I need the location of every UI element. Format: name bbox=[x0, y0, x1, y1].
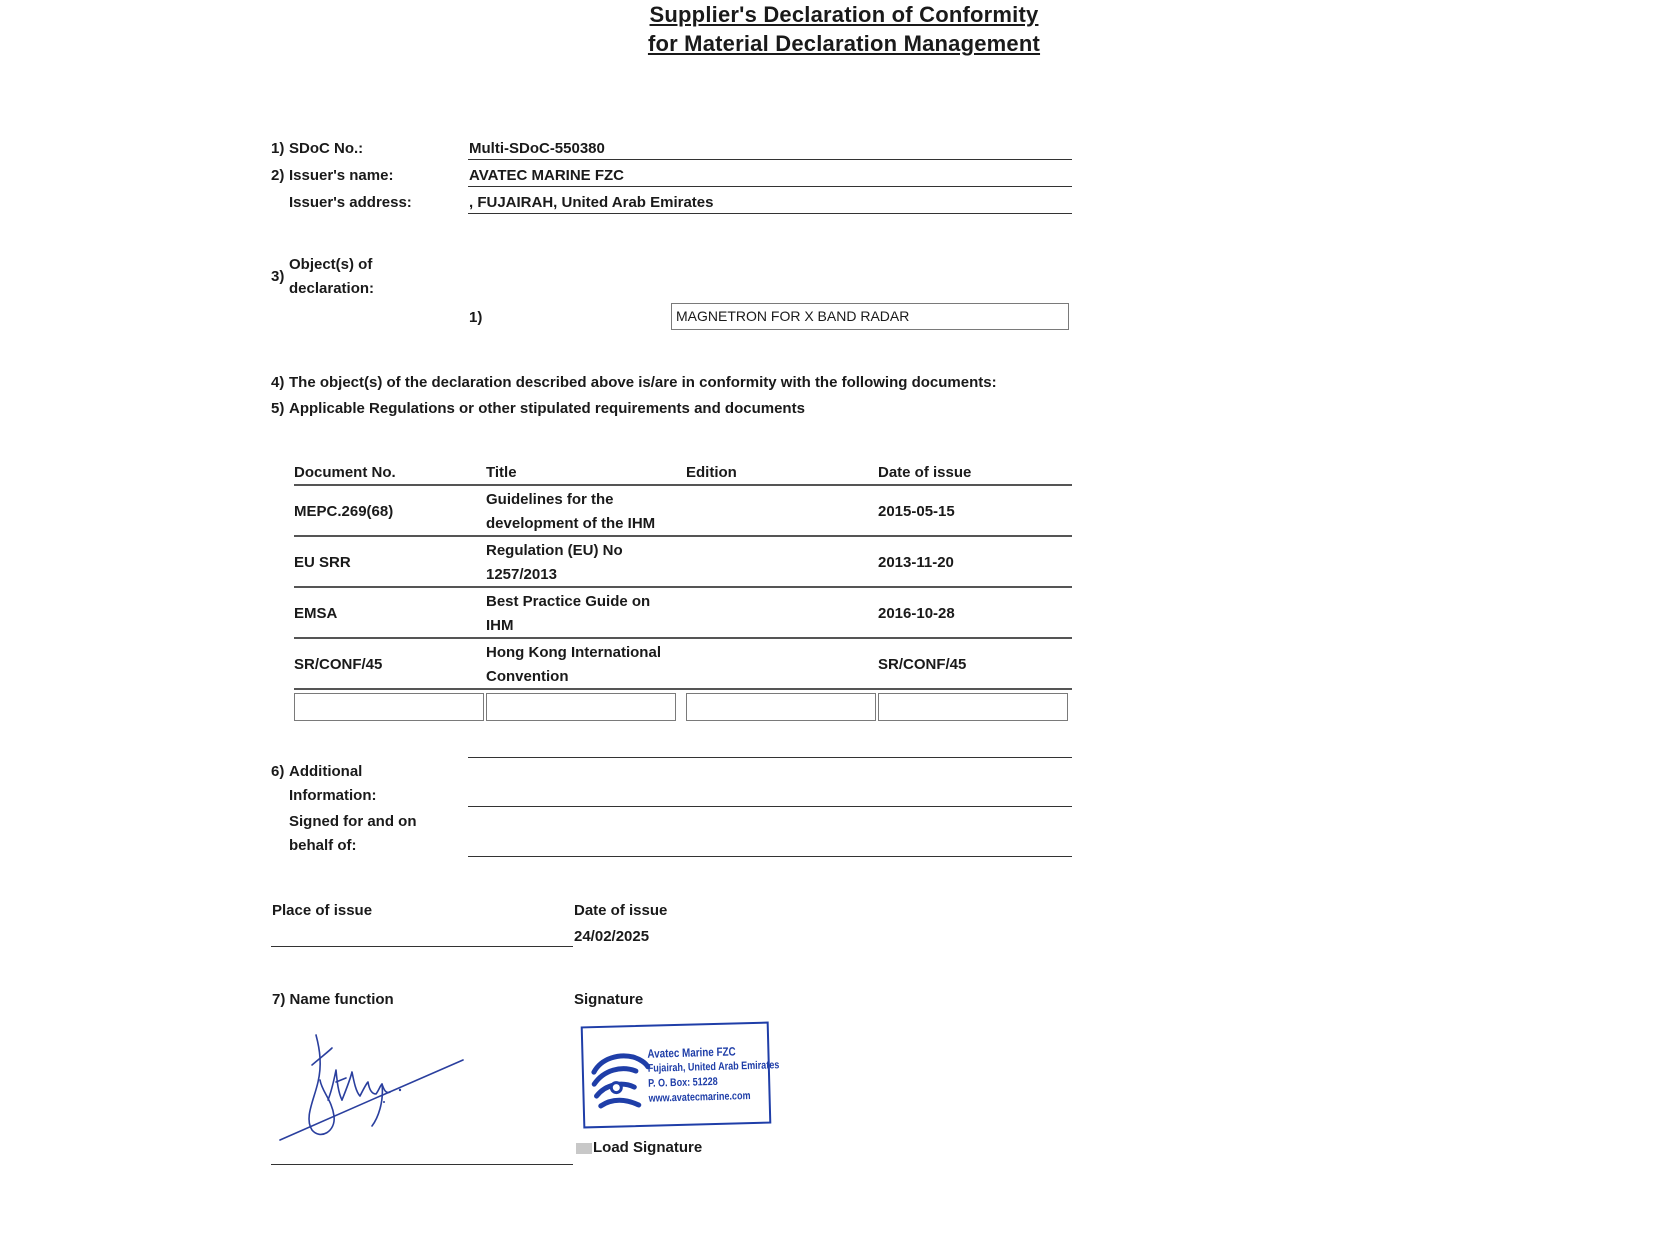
signed-on-behalf-label-line-1: Signed for and on bbox=[289, 813, 417, 830]
additional-label-line-2: Information: bbox=[289, 787, 377, 804]
document-title-line-2: for Material Declaration Management bbox=[647, 31, 1041, 56]
row-title-line-2: Convention bbox=[486, 668, 569, 685]
name-function-line bbox=[271, 1164, 573, 1165]
new-edition-input[interactable] bbox=[686, 693, 876, 721]
additional-label-line-1: Additional bbox=[289, 763, 363, 780]
table-header-rule bbox=[294, 484, 1072, 486]
wave-logo-icon bbox=[589, 1047, 653, 1119]
object-item-field[interactable]: MAGNETRON FOR X BAND RADAR bbox=[671, 303, 1069, 330]
row-document-no: EMSA bbox=[294, 605, 338, 622]
additional-info-line-1 bbox=[468, 757, 1072, 758]
stamp-po-box: P. O. Box: 51228 bbox=[648, 1075, 718, 1090]
row-title-line-2: IHM bbox=[486, 617, 514, 634]
row-document-no: MEPC.269(68) bbox=[294, 503, 394, 520]
issuer-address-value: , FUJAIRAH, United Arab Emirates bbox=[469, 194, 714, 211]
sdoc-number-value: Multi-SDoC-550380 bbox=[469, 140, 605, 157]
table-row-rule bbox=[294, 637, 1072, 639]
name-function-text: Name function bbox=[289, 991, 394, 1008]
signed-on-behalf-line bbox=[468, 856, 1072, 857]
new-date-input[interactable] bbox=[878, 693, 1068, 721]
stamp-website: www.avatecmarine.com bbox=[648, 1090, 751, 1105]
load-signature-checkbox[interactable] bbox=[576, 1143, 592, 1154]
row-document-no: EU SRR bbox=[294, 554, 351, 571]
issuer-address-underline bbox=[468, 213, 1072, 214]
stamp-company-name: Avatec Marine FZC bbox=[647, 1044, 736, 1061]
row-title-line-2: 1257/2013 bbox=[486, 566, 557, 583]
company-stamp bbox=[581, 1022, 780, 1129]
issuer-name-label: Issuer's name: bbox=[289, 167, 394, 184]
sdoc-number-label: SDoC No.: bbox=[289, 140, 364, 157]
table-header-title: Title bbox=[486, 464, 517, 481]
regulations-heading: Applicable Regulations or other stipulated requirements and documents bbox=[289, 400, 805, 417]
date-of-issue-label: Date of issue bbox=[574, 902, 668, 919]
place-of-issue-line bbox=[271, 946, 573, 947]
row-document-no: SR/CONF/45 bbox=[294, 656, 383, 673]
row-date: 2015-05-15 bbox=[878, 503, 955, 520]
place-of-issue-label: Place of issue bbox=[272, 902, 373, 919]
additional-info-line-2 bbox=[468, 806, 1072, 807]
row-date: 2016-10-28 bbox=[878, 605, 955, 622]
table-row-rule bbox=[294, 535, 1072, 537]
signature-label: Signature bbox=[574, 991, 644, 1008]
conformity-index: 4) bbox=[271, 374, 285, 391]
conformity-statement: The object(s) of the declaration described above is/are in conformity with the following documents: bbox=[289, 374, 997, 391]
document-title-line-1: Supplier's Declaration of Conformity bbox=[649, 2, 1039, 27]
stamp-location: Fujairah, United Arab Emirates bbox=[647, 1059, 780, 1075]
sdoc-number-index: 1) bbox=[271, 140, 285, 157]
new-document-no-input[interactable] bbox=[294, 693, 484, 721]
issuer-name-value: AVATEC MARINE FZC bbox=[469, 167, 624, 184]
row-date: SR/CONF/45 bbox=[878, 656, 967, 673]
row-title-line-1: Guidelines for the bbox=[486, 491, 614, 508]
issuer-index: 2) bbox=[271, 167, 285, 184]
name-function-label bbox=[272, 991, 394, 1008]
handwritten-signature bbox=[276, 1030, 476, 1145]
row-date: 2013-11-20 bbox=[878, 554, 954, 571]
objects-index: 3) bbox=[271, 268, 285, 285]
name-function-index: 7) bbox=[272, 991, 286, 1008]
table-header-edition: Edition bbox=[686, 464, 737, 481]
load-signature-label[interactable]: Load Signature bbox=[593, 1139, 703, 1156]
table-header-document-no: Document No. bbox=[294, 464, 396, 481]
row-title-line-2: development of the IHM bbox=[486, 515, 656, 532]
objects-label-line-2: declaration: bbox=[289, 280, 375, 297]
table-header-date-of-issue: Date of issue bbox=[878, 464, 972, 481]
objects-label-line-1: Object(s) of bbox=[289, 256, 373, 273]
new-title-input[interactable] bbox=[486, 693, 676, 721]
table-row-rule bbox=[294, 586, 1072, 588]
table-row-rule bbox=[294, 688, 1072, 690]
row-title-line-1: Best Practice Guide on bbox=[486, 593, 651, 610]
date-of-issue-value: 24/02/2025 bbox=[574, 928, 650, 945]
sdoc-number-underline bbox=[468, 159, 1072, 160]
additional-index: 6) bbox=[271, 763, 285, 780]
stamp-text bbox=[647, 1043, 780, 1106]
row-title-line-1: Hong Kong International bbox=[486, 644, 661, 661]
issuer-address-label: Issuer's address: bbox=[289, 194, 412, 211]
signed-on-behalf-label-line-2: behalf of: bbox=[289, 837, 357, 854]
regulations-index: 5) bbox=[271, 400, 285, 417]
row-title-line-1: Regulation (EU) No bbox=[486, 542, 623, 559]
object-item-index: 1) bbox=[469, 309, 483, 326]
issuer-name-underline bbox=[468, 186, 1072, 187]
